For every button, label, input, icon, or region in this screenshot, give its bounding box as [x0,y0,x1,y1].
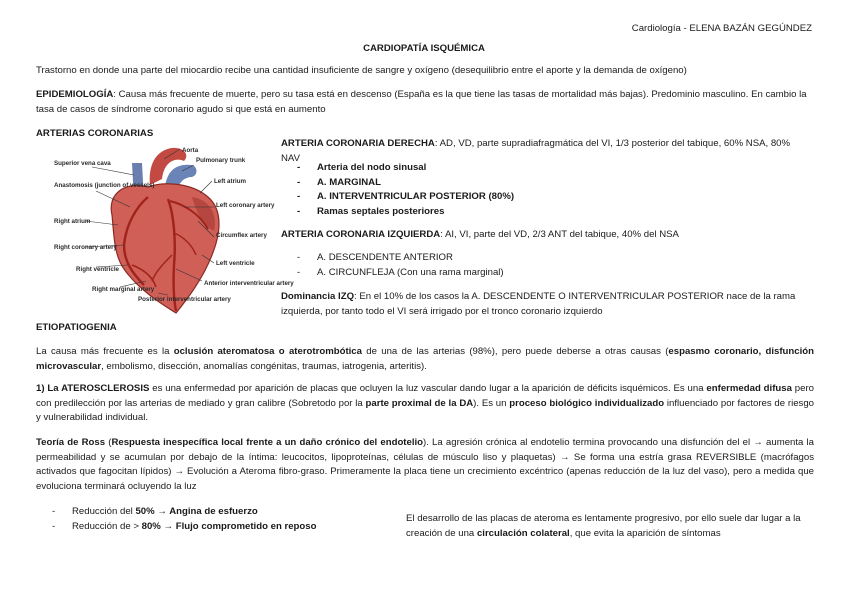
list-item: - A. MARGINAL [281,176,811,191]
label-aorta: Aorta [182,147,199,154]
ross-paragraph [36,436,814,494]
label-pulmonary-trunk: Pulmonary trunk [196,157,246,164]
colateral-text-1: El desarrollo de las placas de ateroma es lentamente progresivo, por ello suele dar lugar a la creación de una [406,513,801,539]
label-right-atrium: Right atrium [54,218,91,225]
ateros-text-1: es una enfermedad por aparición de placas que ocluyen la luz vascular dando lugar a la aparición de déficits isquémicos. Es una [149,383,707,394]
etio-bold-2: espasmo coronario, disfunción microvascular [36,346,814,372]
ateros-bold-1: 1) La ATEROSCLEROSIS [36,383,150,394]
aci-text: : AI, VI, parte del VD, 2/3 ANT del tabique, 40% del NSA [440,229,679,240]
reduccion-bold: 50% → Angina de esfuerzo [135,506,258,517]
label-left-ventricle: Left ventricle [216,260,255,267]
ateros-text-2: pero con predilección por las arterias de mediado y gran calibre (Sobretodo por la [36,383,814,409]
etiopatiogenia-heading: ETIOPATIOGENIA [36,322,117,333]
etio-paragraph [36,345,814,374]
epidemiologia-label: EPIDEMIOLOGÍA [36,89,114,100]
page-title: CARDIOPATÍA ISQUÉMICA [363,43,485,54]
list-item: - A. INTERVENTRICULAR POSTERIOR (80%) [281,190,811,205]
reduccion-bold: 80% → Flujo comprometido en reposo [141,520,317,532]
list-item: - Arteria del nodo sinusal [281,161,811,176]
dominancia-paragraph [281,290,811,319]
acd-label: ARTERIA CORONARIA DERECHA [281,138,435,149]
ateros-text-3: ). Es un [473,397,510,409]
reduccion-list [36,505,366,534]
list-item [36,505,366,520]
etio-text-3: , embolismo, disección, anomalías congénitas, traumas, iatrogenia, arteritis). [101,360,427,372]
label-left-atrium: Left atrium [214,178,246,185]
aterosclerosis-paragraph [36,382,814,426]
acd-branch-list [281,161,811,219]
arterias-heading: ARTERIAS CORONARIAS [36,128,154,139]
aci-label: ARTERIA CORONARIA IZQUIERDA [281,229,441,240]
list-item [36,520,366,535]
intro-paragraph: Trastorno en donde una parte del miocardio recibe una cantidad insuficiente de sangre y oxígeno (desequilibrio entre el aporte y la demanda de oxígeno) [36,65,687,76]
aci-paragraph [281,228,811,243]
ateros-text-4: influenciado por factores de riesgo y vulnerabilidad individual. [36,397,815,423]
ateros-bold-4: proceso biológico individualizado [509,397,665,409]
reduccion-text: Reducción del [72,506,136,517]
ross-text-2: ). La agresión crónica al endotelio termina provocando una disfunción del el → aumenta la permeabilidad y se acumulan por debajo de la íntima: leucocitos, lipoproteínas, células de músculo liso y plaquetas) → Se forma una estría grasa REVERSIBLE (macrófagos activados que fagocitan lípidos) → Evolución a Ateroma fibro-graso. Primeramente la placa tiene un crecimiento excéntrico (apenas reducción de la luz del vaso), pero a medida que evoluciona terminará ocluyendo la luz [36,437,815,492]
label-right-marginal-artery: Right marginal artery [92,286,155,293]
etio-bold-1: oclusión ateromatosa o aterotrombótica [173,346,362,357]
label-anterior-interventricular-artery: Anterior interventricular artery [204,280,294,287]
etio-text-1: La causa más frecuente es la [36,346,174,357]
dominancia-label: Dominancia IZQ [281,291,355,302]
reduccion-text: Reducción de > [72,520,142,532]
aci-branch-list [281,251,811,280]
label-circumflex-artery: Circumflex artery [216,232,267,239]
ross-bold-2: Respuesta inespecífica local frente a un daño crónico del endotelio [111,437,424,448]
label-superior-vena-cava: Superior vena cava [54,160,111,167]
etio-text-2: de una de las arterias (98%), pero puede deberse a otras causas ( [361,346,669,357]
coronary-heart-illustration [52,145,294,320]
page-header: Cardiología - ELENA BAZÁN GEGÚNDEZ [631,23,812,34]
label-right-coronary-artery: Right coronary artery [54,244,117,251]
colateral-paragraph [406,512,816,541]
colateral-bold: circulación colateral [476,527,570,539]
label-posterior-interventricular-artery: Posterior interventricular artery [138,296,231,303]
ross-bold-1: Teoría de Ross [36,437,106,448]
epidemiologia-text: : Causa más frecuente de muerte, pero su tasa está en descenso (España es la que tiene las tasas de mortalidad más bajas). Predominio masculino. En cambio la tasa de casos de síndrome coronario agudo si que está en aumento [36,89,807,115]
list-item: - Ramas septales posteriores [281,205,811,220]
list-item: - A. DESCENDENTE ANTERIOR [281,251,811,266]
label-left-coronary-artery: Left coronary artery [216,202,275,209]
epidemiologia-paragraph [36,88,814,117]
colateral-text-2: , que evita la aparición de síntomas [569,527,721,539]
list-item: - A. CIRCUNFLEJA (Con una rama marginal) [281,266,811,281]
ateros-bold-3: parte proximal de la DA [365,397,474,409]
acd-text: : AD, VD, parte supradiafragmática del VI, 1/3 posterior del tabique, 60% NSA, 80% NAV [281,138,791,164]
label-anastomosis: Anastomosis (junction of vessels) [54,182,155,189]
ateros-bold-2: enfermedad difusa [706,383,792,394]
ross-text-1: ( [105,437,112,448]
dominancia-text: : En el 10% de los casos la A. DESCENDENTE O INTERVENTRICULAR POSTERIOR nace de la rama izquierda, por tanto todo el VI será irrigado por el tronco coronario izquierdo [281,291,796,317]
label-right-ventricle: Right ventricle [76,266,119,273]
